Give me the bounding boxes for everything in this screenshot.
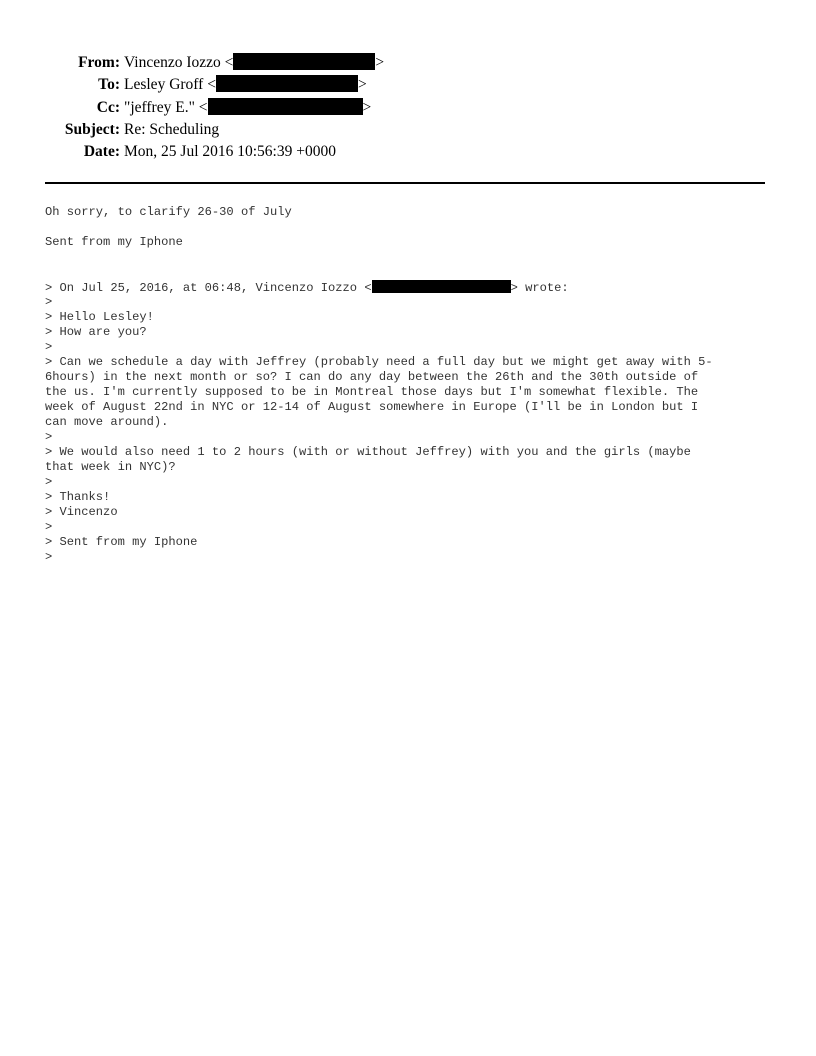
quoted-line: > <box>45 430 53 444</box>
date-value: Mon, 25 Jul 2016 10:56:39 +0000 <box>124 143 336 161</box>
redaction-bar <box>233 53 375 70</box>
quote-intro <box>45 280 769 295</box>
email-headers <box>0 52 816 163</box>
quoted-line: > Hello Lesley! <box>45 310 154 324</box>
quoted-line: > How are you? <box>45 325 147 339</box>
subject-label: Subject: <box>64 120 120 138</box>
quoted-line: > We would also need 1 to 2 hours (with or without Jeffrey) with you and the girls (maybe <box>45 445 691 459</box>
from-label: From: <box>78 54 120 71</box>
to-close: > <box>357 76 367 94</box>
blank-line <box>45 265 769 280</box>
quoted-line: > Can we schedule a day with Jeffrey (probably need a full day but we might get away with 5- <box>45 355 713 369</box>
quoted-line: 6hours) in the next month or so? I can do any day between the 26th and the 30th outside of <box>45 370 699 384</box>
redaction-bar <box>216 75 358 92</box>
email-body <box>45 205 769 565</box>
quoted-line: > <box>45 340 53 354</box>
header-divider <box>45 182 765 184</box>
quoted-line: can move around). <box>45 415 169 429</box>
header-subject <box>0 119 816 141</box>
quoted-line: > <box>45 295 53 309</box>
redaction-bar <box>208 98 363 115</box>
from-value <box>124 52 384 74</box>
header-to <box>0 74 816 96</box>
from-close: > <box>375 54 385 71</box>
header-cc <box>0 97 816 119</box>
subject-value: Re: Scheduling <box>124 120 220 138</box>
header-from <box>0 52 816 74</box>
quoted-line: > Vincenzo <box>45 505 118 519</box>
header-date <box>0 141 816 163</box>
quoted-line: > <box>45 550 53 564</box>
quoted-line: week of August 22nd in NYC or 12-14 of August somewhere in Europe (I'll be in London but I <box>45 400 699 414</box>
cc-close: > <box>362 98 372 116</box>
cc-label: Cc: <box>96 98 120 116</box>
blank-line <box>45 220 769 235</box>
quote-intro-pre: > On Jul 25, 2016, at 06:48, Vincenzo Iozzo < <box>45 281 372 295</box>
signature: Sent from my Iphone <box>45 235 183 249</box>
redaction-bar <box>372 280 511 293</box>
quoted-line: > Thanks! <box>45 490 111 504</box>
reply-text: Oh sorry, to clarify 26-30 of July <box>45 205 292 219</box>
to-label: To: <box>98 76 120 94</box>
date-label: Date: <box>83 143 120 161</box>
cc-name: "jeffrey E." < <box>124 98 208 116</box>
quoted-line: > <box>45 520 53 534</box>
to-value <box>124 74 367 96</box>
cc-value <box>124 97 371 119</box>
blank-line <box>45 250 769 265</box>
to-name: Lesley Groff < <box>124 76 216 94</box>
quoted-message <box>45 295 769 565</box>
from-name: Vincenzo Iozzo < <box>124 54 234 71</box>
quote-intro-post: > wrote: <box>510 281 569 295</box>
quoted-line: > Sent from my Iphone <box>45 535 198 549</box>
quoted-line: the us. I'm currently supposed to be in Montreal those days but I'm somewhat flexible. The <box>45 385 699 399</box>
quoted-line: > <box>45 475 53 489</box>
quoted-line: that week in NYC)? <box>45 460 176 474</box>
